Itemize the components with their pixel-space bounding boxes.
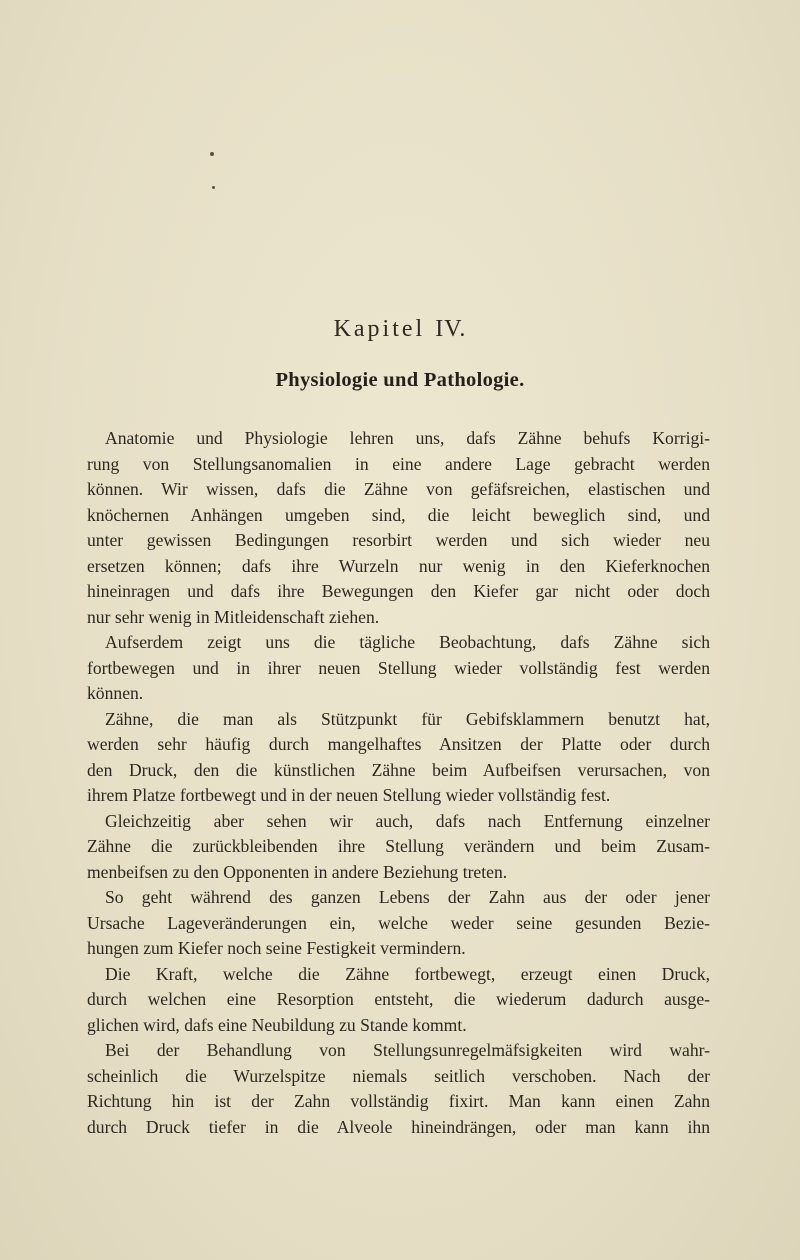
text-line: hungen zum Kiefer noch seine Festigkeit vermindern. xyxy=(87,938,466,958)
text-line: rung von Stellungsanomalien in eine andere Lage gebracht werden xyxy=(87,453,710,474)
ink-speck xyxy=(210,152,214,156)
text-line: unter gewissen Bedingungen resorbirt werden und sich wieder neu xyxy=(87,530,710,550)
ink-speck xyxy=(212,186,215,189)
text-line: den Druck, den die künstlichen Zähne beim Aufbeifsen verursachen, von xyxy=(87,759,710,780)
text-line: Gleichzeitig aber sehen wir auch, dafs nach Entfernung einzelner xyxy=(105,810,710,831)
text-line: scheinlich die Wurzelspitze niemals seitlich verschoben. Nach der xyxy=(87,1065,710,1086)
text-line: Anatomie und Physiologie lehren uns, dafs Zähne behufs Korrigi- xyxy=(105,428,710,448)
chapter-number: IV. xyxy=(435,316,467,342)
text-line: knöchernen Anhängen umgeben sind, die leicht beweglich sind, und xyxy=(87,504,710,525)
text-line: können. xyxy=(87,683,144,703)
chapter-label: Kapitel xyxy=(333,316,426,342)
text-line: fortbewegen und in ihrer neuen Stellung wieder vollständig fest werden xyxy=(87,657,710,678)
text-line: Die Kraft, welche die Zähne fortbewegt, erzeugt einen Druck, xyxy=(105,963,710,984)
text-line: werden sehr häufig durch mangelhaftes Ansitzen der Platte oder durch xyxy=(87,734,710,754)
text-line: Zähne, die man als Stützpunkt für Gebifsklammern benutzt hat, xyxy=(105,708,710,729)
text-line: So geht während des ganzen Lebens der Zahn aus der oder jener xyxy=(105,887,710,907)
text-line: durch Druck tiefer in die Alveole hineindrängen, oder man kann ihn xyxy=(87,1116,710,1137)
page-title: Physiologie und Pathologie. xyxy=(275,369,525,391)
text-line: Ursache Lageveränderungen ein, welche weder seine gesunden Bezie- xyxy=(87,912,710,933)
text-line: hineinragen und dafs ihre Bewegungen den Kiefer gar nicht oder doch xyxy=(87,581,710,601)
text-line: menbeifsen zu den Opponenten in andere Beziehung treten. xyxy=(87,861,508,882)
text-line: ersetzen können; dafs ihre Wurzeln nur wenig in den Kieferknochen xyxy=(87,555,710,576)
text-line: Aufserdem zeigt uns die tägliche Beobachtung, dafs Zähne sich xyxy=(105,632,710,652)
text-line: nur sehr wenig in Mitleidenschaft ziehen. xyxy=(87,606,380,627)
chapter-heading xyxy=(0,316,800,343)
text-line: Zähne die zurückbleibenden ihre Stellung verändern und beim Zusam- xyxy=(87,836,710,856)
text-line: Richtung hin ist der Zahn vollständig fixirt. Man kann einen Zahn xyxy=(87,1091,710,1111)
text-line: ihrem Platze fortbewegt und in der neuen Stellung wieder vollständig fest. xyxy=(87,785,611,805)
text-line: glichen wird, dafs eine Neubildung zu Stande kommt. xyxy=(87,1014,467,1035)
text-line: durch welchen eine Resorption entsteht, die wiederum dadurch ausge- xyxy=(87,989,710,1009)
text-line: Bei der Behandlung von Stellungsunregelmäfsigkeiten wird wahr- xyxy=(105,1040,710,1060)
text-line: können. Wir wissen, dafs die Zähne von gefäfsreichen, elastischen und xyxy=(87,479,710,499)
body-text xyxy=(87,426,710,1140)
